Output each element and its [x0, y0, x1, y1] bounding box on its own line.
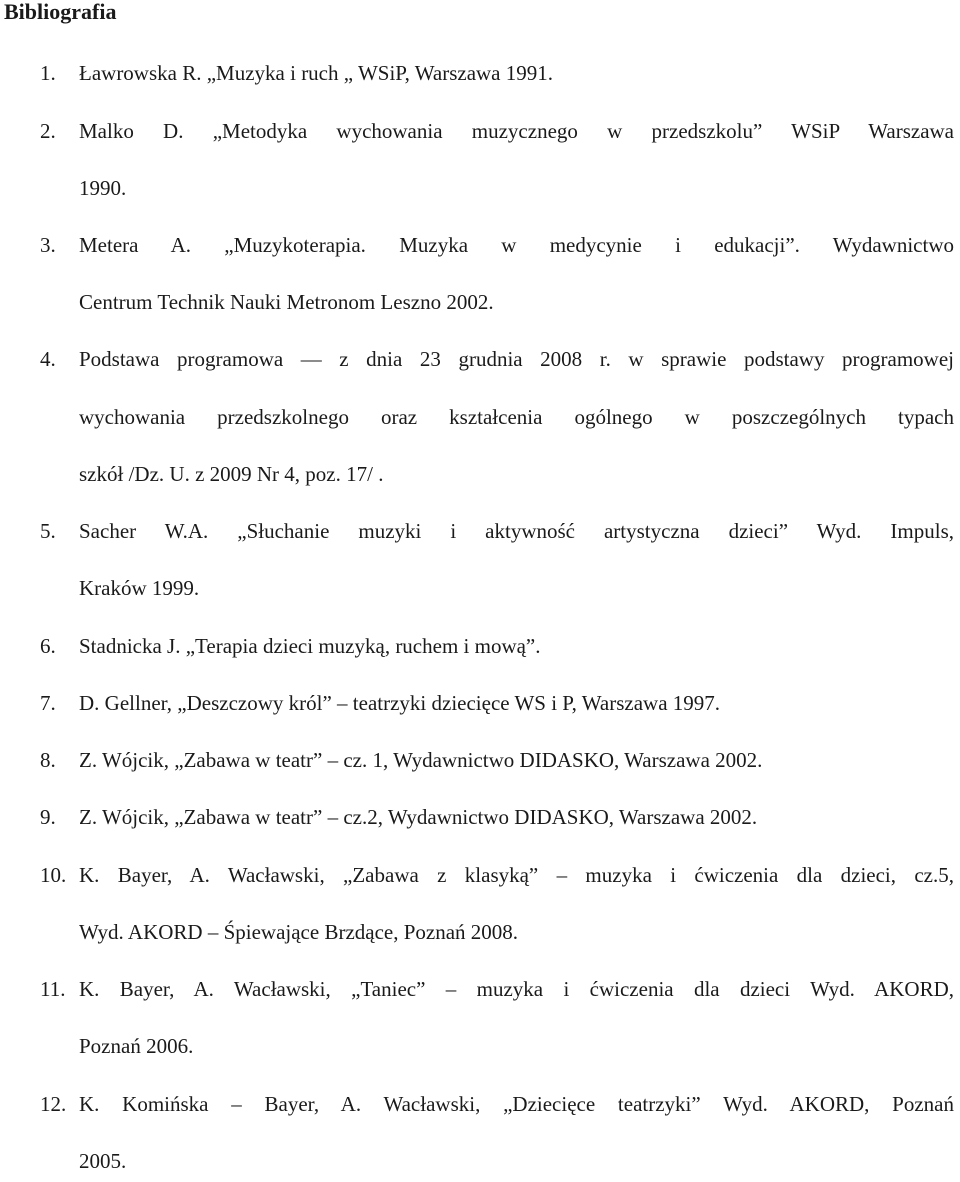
entry-line: wychowania przedszkolnego oraz kształcenia ogólnego w poszczególnych typach: [79, 405, 954, 429]
entry-line: Stadnicka J. „Terapia dzieci muzyką, ruchem i mową”.: [79, 634, 541, 658]
entry-line: Z. Wójcik, „Zabawa w teatr” – cz.2, Wydawnictwo DIDASKO, Warszawa 2002.: [79, 805, 758, 829]
entry-line: Ławrowska R. „Muzyka i ruch „ WSiP, Warszawa 1991.: [79, 61, 554, 85]
entry-number: 2.: [40, 119, 56, 143]
entry-line: K. Bayer, A. Wacławski, „Taniec” – muzyka i ćwiczenia dla dzieci Wyd. AKORD,: [79, 977, 954, 1001]
entry-line: D. Gellner, „Deszczowy król” – teatrzyki dziecięce WS i P, Warszawa 1997.: [79, 691, 721, 715]
entry-line: Malko D. „Metodyka wychowania muzycznego w przedszkolu” WSiP Warszawa: [79, 119, 954, 143]
entry-line: Podstawa programowa — z dnia 23 grudnia 2008 r. w sprawie podstawy programowej: [79, 347, 954, 371]
entry-number: 6.: [40, 634, 56, 658]
entry-line: Wyd. AKORD – Śpiewające Brzdące, Poznań 2008.: [79, 920, 519, 944]
entry-line: 2005.: [79, 1149, 127, 1173]
entry-line: Kraków 1999.: [79, 576, 200, 600]
entry-line: K. Bayer, A. Wacławski, „Zabawa z klasyką” – muzyka i ćwiczenia dla dzieci, cz.5,: [79, 863, 954, 887]
entry-line: Poznań 2006.: [79, 1034, 194, 1058]
entry-line: Z. Wójcik, „Zabawa w teatr” – cz. 1, Wydawnictwo DIDASKO, Warszawa 2002.: [79, 748, 763, 772]
entry-number: 10.: [40, 863, 67, 887]
entry-line: szkół /Dz. U. z 2009 Nr 4, poz. 17/ .: [79, 462, 384, 486]
entry-number: 8.: [40, 748, 56, 772]
entry-line: Metera A. „Muzykoterapia. Muzyka w medycynie i edukacji”. Wydawnictwo: [79, 233, 954, 257]
entry-number: 11.: [40, 977, 66, 1001]
entry-number: 1.: [40, 61, 56, 85]
entry-number: 7.: [40, 691, 56, 715]
entry-number: 9.: [40, 805, 56, 829]
entry-line: Sacher W.A. „Słuchanie muzyki i aktywność artystyczna dzieci” Wyd. Impuls,: [79, 519, 954, 543]
page-heading: Bibliografia: [4, 0, 117, 24]
entry-line: 1990.: [79, 176, 127, 200]
entry-number: 12.: [40, 1092, 67, 1116]
entry-number: 3.: [40, 233, 56, 257]
entry-number: 4.: [40, 347, 56, 371]
entry-number: 5.: [40, 519, 56, 543]
entry-line: K. Komińska – Bayer, A. Wacławski, „Dziecięce teatrzyki” Wyd. AKORD, Poznań: [79, 1092, 954, 1116]
entry-line: Centrum Technik Nauki Metronom Leszno 2002.: [79, 290, 494, 314]
